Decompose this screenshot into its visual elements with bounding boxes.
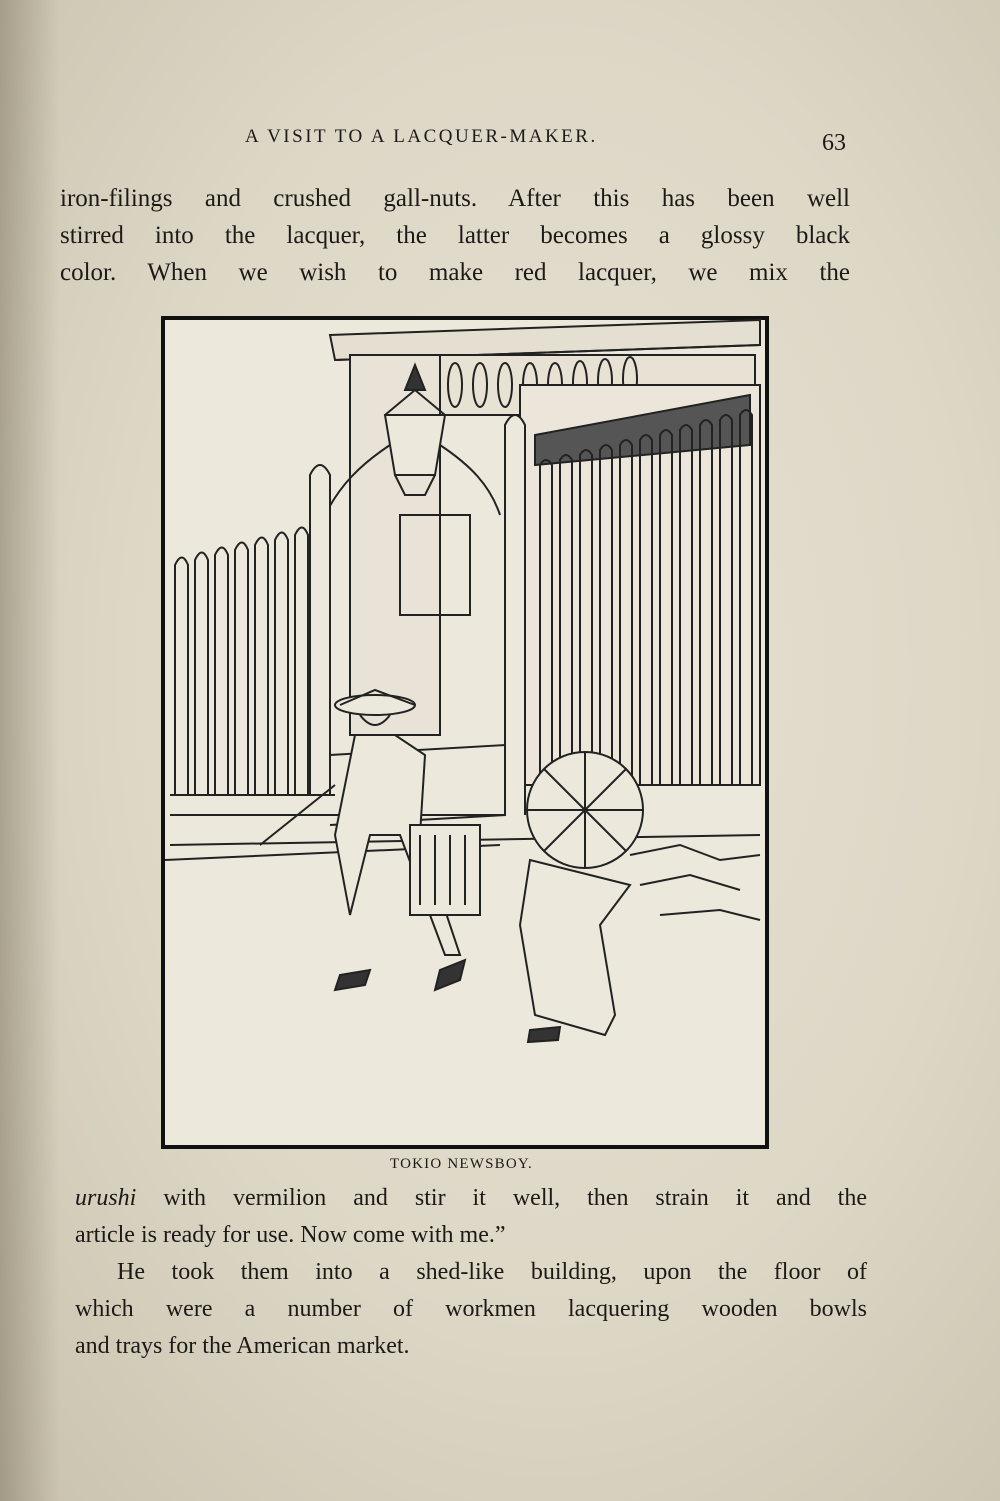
newsboy-illustration	[160, 315, 770, 1150]
page-number: 63	[822, 130, 846, 156]
top-paragraph	[60, 180, 850, 291]
text-line: color. When we wish to make red lacquer, we mix the	[60, 259, 850, 286]
text-line	[75, 1180, 867, 1217]
text-line: and trays for the American market.	[75, 1333, 410, 1359]
running-head: A VISIT TO A LACQUER-MAKER.	[245, 126, 598, 147]
text-fragment: with vermilion and stir it well, then strain it and the	[136, 1185, 867, 1211]
text-line: which were a number of workmen lacquering wooden bowls	[75, 1296, 867, 1322]
text-line: article is ready for use. Now come with me.”	[75, 1222, 506, 1248]
bottom-text	[75, 1180, 867, 1365]
text-line: iron-filings and crushed gall-nuts. After this has been well	[60, 185, 850, 212]
gutter-shadow	[0, 0, 60, 1501]
text-line: He took them into a shed-like building, upon the floor of	[117, 1259, 867, 1285]
text-line: stirred into the lacquer, the latter becomes a glossy black	[60, 222, 850, 249]
italic-word: urushi	[75, 1185, 137, 1211]
figure-caption: TOKIO NEWSBOY.	[390, 1156, 533, 1172]
